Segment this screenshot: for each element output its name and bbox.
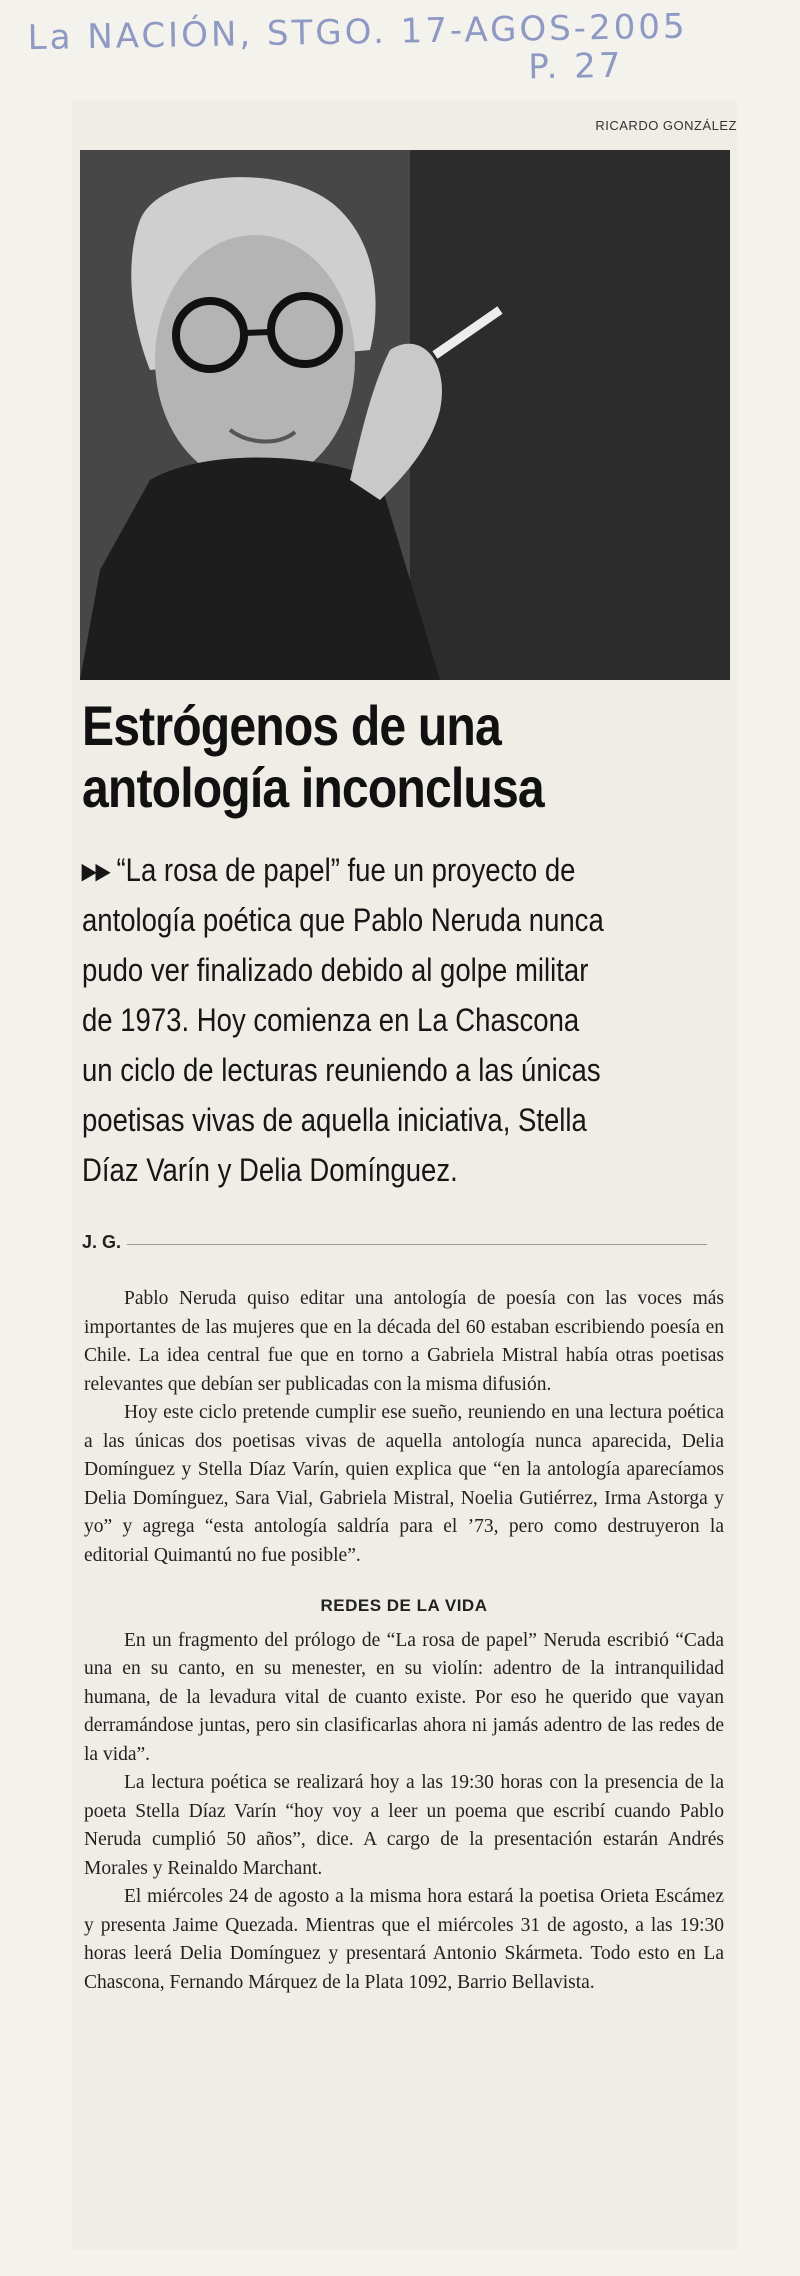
lede-line: poetisas vivas de aquella iniciativa, Stella [82, 1102, 587, 1138]
headline-line-1: Estrógenos de una [82, 694, 501, 757]
body-paragraph: Hoy este ciclo pretende cumplir ese sueño, reuniendo en una lectura poética a las únicas dos poetisas vivas de aquella antología nunca aparecida, Delia Domínguez y Stella Díaz Varín, quien explica que “en la antología aparecíamos Delia Domínguez, Sara Vial, Gabriela Mistral, Noelia Gutiérrez, Irma Astorga y yo” y agrega “esta antología saldría para el ’73, pero como destruyeron la editorial Quimantú no fue posible”. [84, 1402, 724, 1566]
article-headline [82, 695, 632, 819]
annotation-source-date: La NACIÓN, STGO. 17-AGOS-2005 [27, 6, 688, 59]
lede-line: antología poética que Pablo Neruda nunca [82, 902, 604, 938]
body-paragraph: En un fragmento del prólogo de “La rosa de papel” Neruda escribió “Cada una en su canto, en su menester, en su violín: adentro de la intranquilidad humana, de la levadura vital de cuanto existe. Por eso he querido que vayan derramándose juntas, pero sin clasificarlas ahora ni jamás adentro de las redes de la vida”. [84, 1629, 724, 1765]
lede-line [82, 845, 693, 895]
double-arrow-icon: ▸▸ [82, 852, 110, 888]
byline: J. G. [82, 1232, 122, 1252]
portrait-illustration [80, 150, 730, 680]
article-lede [82, 845, 693, 1195]
annotation-page-number: P. 27 [527, 45, 624, 88]
body-paragraph: El miércoles 24 de agosto a la misma hora estará la poetisa Orieta Escámez y presenta Jaime Quezada. Mientras que el miércoles 31 de agosto, a las 19:30 horas leerá Delia Domínguez y presentará Antonio Skármeta. Todo esto en La Chascona, Fernando Márquez de la Plata 1092, Barrio Bellavista. [84, 1886, 724, 1993]
byline-row [82, 1232, 722, 1258]
lede-line: pudo ver finalizado debido al golpe militar [82, 952, 589, 988]
handwritten-annotation [27, 6, 728, 96]
lede-line: un ciclo de lecturas reuniendo a las únicas [82, 1052, 601, 1088]
newspaper-clipping [72, 100, 737, 2250]
body-paragraph: Pablo Neruda quiso editar una antología de poesía con las voces más importantes de las mujeres que en la década del 60 estaban escribiendo poesía en Chile. La idea central fue que en torno a Gabriela Mistral había otras poetisas relevantes que debían ser publicadas con la misma difusión. [84, 1288, 724, 1395]
byline-divider [127, 1244, 707, 1245]
lede-line-text: “La rosa de papel” fue un proyecto de [116, 852, 576, 888]
section-subhead: REDES DE LA VIDA [320, 1596, 488, 1615]
article-body [84, 1285, 724, 1997]
lede-line: Díaz Varín y Delia Domínguez. [82, 1152, 458, 1188]
photo-credit: RICARDO GONZÁLEZ [595, 118, 737, 133]
article-photo [80, 150, 730, 680]
lede-line: de 1973. Hoy comienza en La Chascona [82, 1002, 580, 1038]
headline-line-2: antología inconclusa [82, 756, 544, 819]
body-paragraph: La lectura poética se realizará hoy a las 19:30 horas con la presencia de la poeta Stella Díaz Varín “hoy voy a leer un poema que escribí cuando Pablo Neruda cumplió 50 años”, dice. A cargo de la presentación estarán Andrés Morales y Reinaldo Marchant. [84, 1772, 724, 1879]
